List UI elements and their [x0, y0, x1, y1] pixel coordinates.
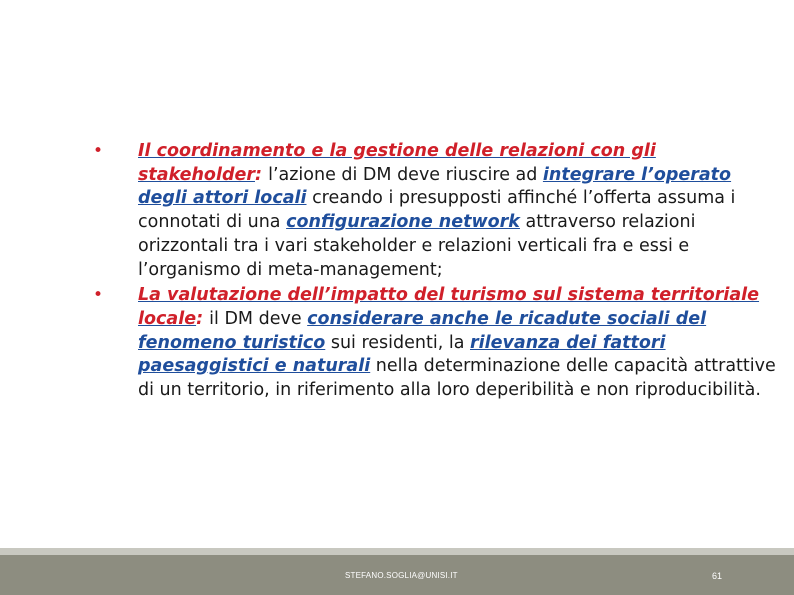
bullet-marker: • [93, 141, 104, 161]
bullet-2-emphasis-1: considerare anche le ricadute sociali del fenomeno turistico [138, 308, 707, 353]
footer-band [0, 548, 794, 555]
bullet-1-text: attraverso relazioni orizzontali tra i vari stakeholder e relazioni verticali fra e essi e l’organismo di meta-management; [138, 212, 696, 280]
bullet-1-heading: Il coordinamento e la gestione delle relazioni con gli stakeholder [138, 141, 656, 185]
bullet-1-emphasis-2: configurazione network [286, 212, 520, 233]
bullet-1-text: l’azione di DM deve riuscire ad [268, 164, 543, 185]
bullet-1-text: creando i presupposti affinché l’offerta assuma i connotati di una [138, 188, 736, 233]
footer-email: STEFANO.SOGLIA@UNISI.IT [345, 571, 458, 580]
bullet-item [88, 140, 778, 282]
bullet-2-text: il DM deve [209, 308, 308, 329]
bullet-2-emphasis-2: rilevanza dei fattori paesaggistici e naturali [138, 332, 666, 377]
bullet-2-colon: : [196, 308, 210, 329]
bullet-2-text: nella determinazione delle capacità attrattive di un territorio, in riferimento alla loro deperibilità e non riproducibilità. [138, 356, 776, 401]
bullet-2-text: sui residenti, la [325, 332, 470, 353]
slide-content [88, 140, 778, 405]
bullet-item [88, 284, 778, 403]
bullet-1-emphasis-1: integrare l’operato degli attori locali [138, 164, 732, 209]
bullet-2-heading: La valutazione dell’impatto del turismo sul sistema territoriale locale [138, 285, 760, 329]
bullet-1-colon: : [254, 164, 269, 185]
page-number: 61 [712, 571, 723, 581]
bullet-marker: • [93, 285, 104, 306]
